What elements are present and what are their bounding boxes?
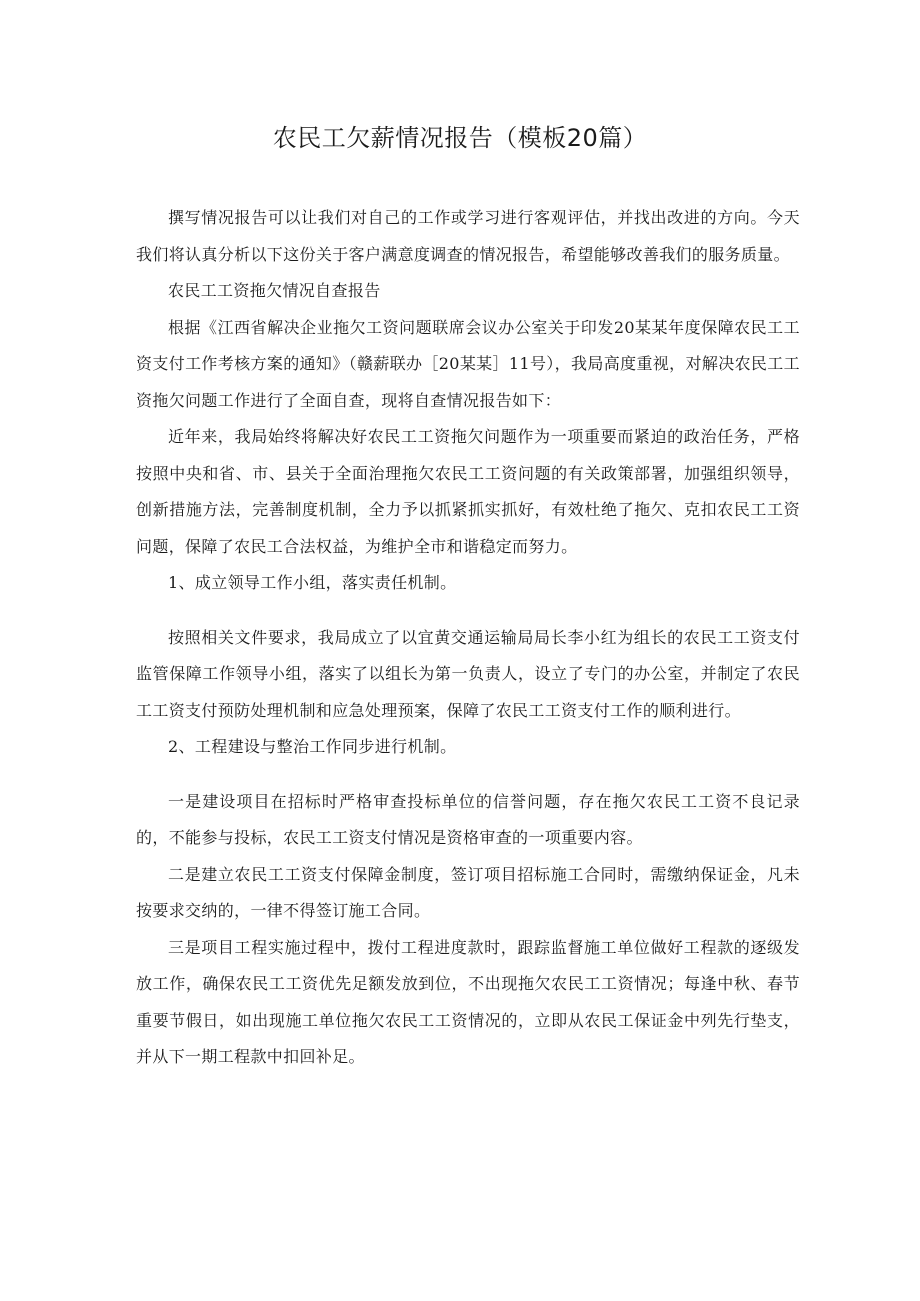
section-heading: 农民工工资拖欠情况自查报告 bbox=[168, 281, 381, 300]
measure-2-paragraph: 二是建立农民工工资支付保障金制度，签订项目招标施工合同时，需缴纳保证金，凡未按要求交纳的，一律不得签订施工合同。 bbox=[136, 864, 800, 920]
item-heading-2: 2、工程建设与整治工作同步进行机制。 bbox=[168, 737, 457, 756]
document-body bbox=[136, 200, 800, 1076]
intro-paragraph: 撰写情况报告可以让我们对自己的工作或学习进行客观评估，并找出改进的方向。今天我们将认真分析以下这份关于客户满意度调查的情况报告，希望能够改善我们的服务质量。 bbox=[136, 208, 800, 264]
document-title: 农民工欠薪情况报告（模板20篇） bbox=[272, 124, 648, 152]
item-1-paragraph: 按照相关文件要求，我局成立了以宜黄交通运输局局长李小红为组长的农民工工资支付监管保障工作领导小组，落实了以组长为第一负责人，设立了专门的办公室，并制定了农民工工资支付预防处理机制和应急处理预案，保障了农民工工资支付工作的顺利进行。 bbox=[136, 627, 800, 720]
measure-1-paragraph: 一是建设项目在招标时严格审查投标单位的信誉问题，存在拖欠农民工工资不良记录的，不能参与投标，农民工工资支付情况是资格审查的一项重要内容。 bbox=[136, 791, 800, 847]
item-heading-1: 1、成立领导工作小组，落实责任机制。 bbox=[168, 573, 457, 592]
paragraph-gap bbox=[136, 602, 800, 620]
basis-paragraph: 根据《江西省解决企业拖欠工资问题联席会议办公室关于印发20某某年度保障农民工工资支付工作考核方案的通知》（赣薪联办［20某某］11号），我局高度重视，对解决农民工工资拖欠问题工作进行了全面自查，现将自查情况报告如下： bbox=[136, 317, 800, 410]
paragraph-gap bbox=[136, 766, 800, 784]
overview-paragraph: 近年来，我局始终将解决好农民工工资拖欠问题作为一项重要而紧迫的政治任务，严格按照中央和省、市、县关于全面治理拖欠农民工工资问题的有关政策部署，加强组织领导，创新措施方法，完善制度机制，全力予以抓紧抓实抓好，有效杜绝了拖欠、克扣农民工工资问题，保障了农民工合法权益，为维护全市和谐稳定而努力。 bbox=[136, 427, 800, 556]
measure-3-paragraph: 三是项目工程实施过程中，拨付工程进度款时，跟踪监督施工单位做好工程款的逐级发放工作，确保农民工工资优先足额发放到位，不出现拖欠农民工工资情况；每逢中秋、春节重要节假日，如出现施工单位拖欠农民工工资情况的，立即从农民工保证金中列先行垫支，并从下一期工程款中扣回补足。 bbox=[136, 937, 800, 1066]
